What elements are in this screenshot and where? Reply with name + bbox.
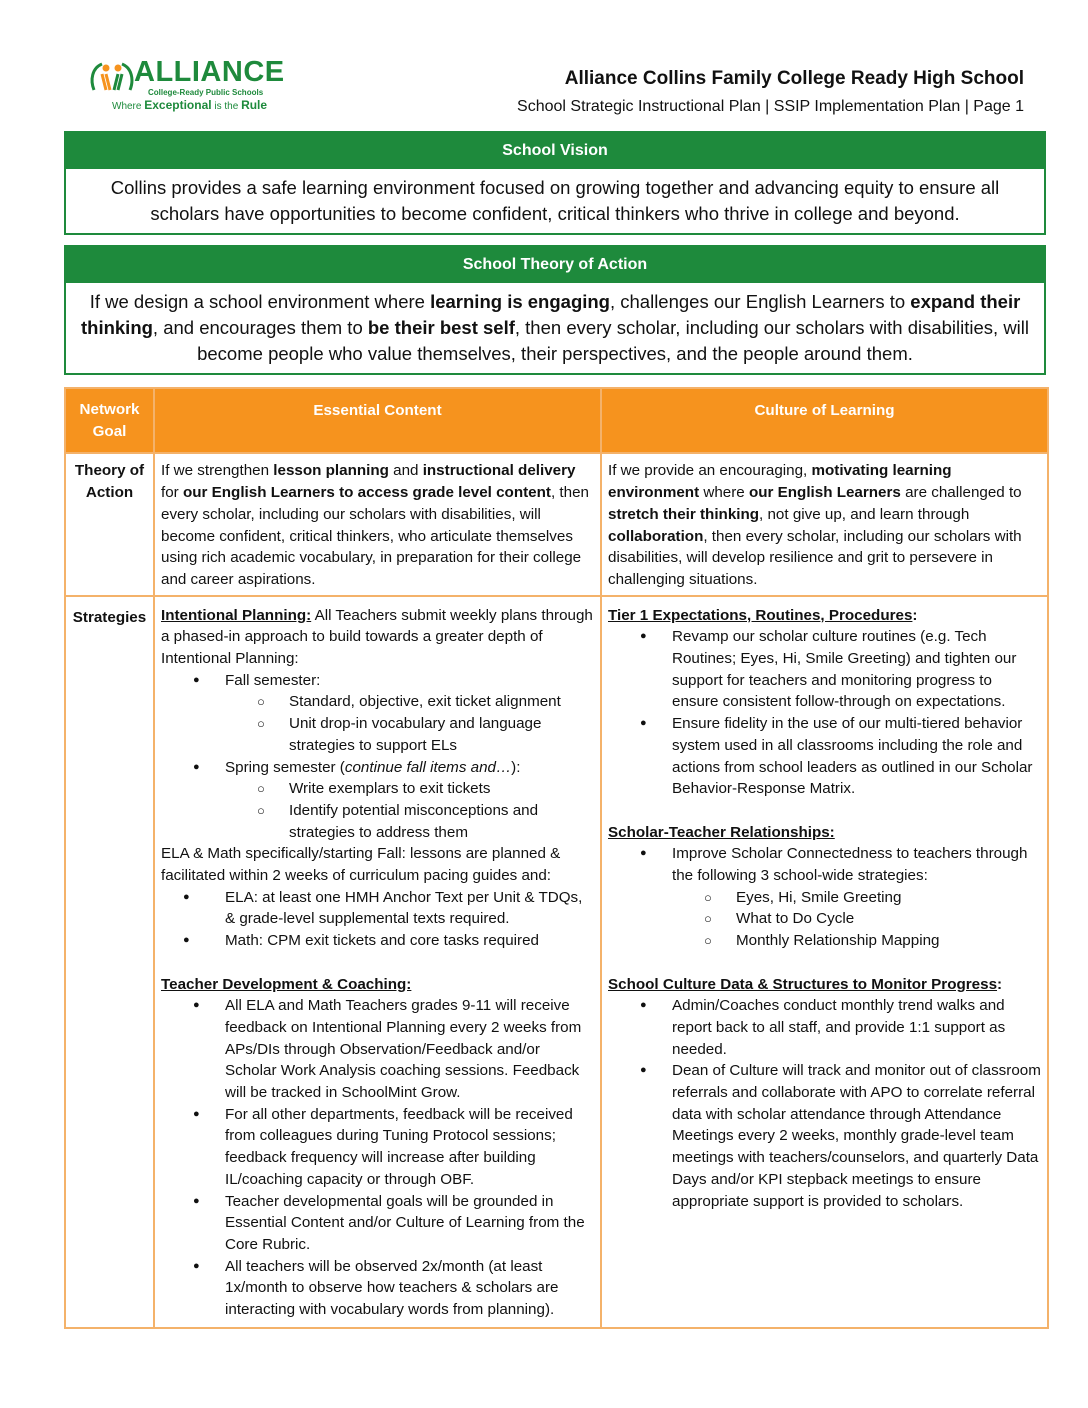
list-item: ● Improve Scholar Connectedness to teachers through the following 3 school-wide strategies: ○ Eyes, Hi, Smile Greeting ○ What to Do Cycle ○ Monthly Relationship Mapping <box>608 843 1041 952</box>
culture-data-heading-line: School Culture Data & Structures to Monitor Progress: <box>608 975 1003 993</box>
school-title: Alliance Collins Family College Ready High School <box>564 68 1024 89</box>
strategy-sub-item: ○ Eyes, Hi, Smile Greeting <box>672 887 1041 909</box>
tier1-heading-line: Tier 1 Expectations, Routines, Procedures: <box>608 606 918 624</box>
tier1-heading: Tier 1 Expectations, Routines, Procedures <box>608 606 913 624</box>
spring-sub-item: ○ Identify potential misconceptions and strategies to address them <box>225 800 594 843</box>
culture-of-learning-header: Culture of Learning <box>601 388 1048 453</box>
teacher-development-heading: Teacher Development & Coaching: <box>161 975 412 993</box>
list-item: ● Revamp our scholar culture routines (e.g. Tech Routines; Eyes, Hi, Smile Greeting) and tighten our support for teachers and monitoring progress to ensure consistent follow-through on expectations. <box>608 626 1041 713</box>
cl-strategies-cell <box>601 596 1048 1328</box>
ec-theory-cell: If we strengthen lesson planning and instructional delivery for our English Learners to access grade level content, then every scholar, including our scholars with disabilities, will become confident, critical thinkers, who articulate themselves using rich academic vocabulary, in preparation for their college and career aspirations. <box>154 453 601 595</box>
tier1-list <box>608 626 1041 800</box>
tag-rule: Rule <box>241 98 268 112</box>
cl-theory-cell: If we provide an encouraging, motivating learning environment where our English Learners are challenged to stretch their thinking, not give up, and learn through collaboration, then every scholar, including our scholars with disabilities, will develop resilience and grit to persevere in challenging situations. <box>601 453 1048 595</box>
ela-math-list <box>161 887 594 952</box>
table-header-row <box>65 388 1048 453</box>
document-subtitle: School Strategic Instructional Plan | SSIP Implementation Plan | Page 1 <box>517 98 1024 115</box>
ela-math-para: ELA & Math specifically/starting Fall: lessons are planned & facilitated within 2 weeks of curriculum pacing guides and: <box>161 845 561 885</box>
vision-heading: School Vision <box>66 133 1044 169</box>
ec-strategies-cell <box>154 596 601 1328</box>
list-item: ● ELA: at least one HMH Anchor Text per Unit & TDQs, & grade-level supplemental texts required. <box>161 887 594 930</box>
strategies-row-label: Strategies <box>65 596 154 1328</box>
alliance-logo <box>88 56 288 116</box>
fall-sub-item: ○ Unit drop-in vocabulary and language strategies to support ELs <box>225 713 594 756</box>
strategies-row <box>65 596 1048 1328</box>
list-item: ● Admin/Coaches conduct monthly trend walks and report back to all staff, and provide 1:1 support as needed. <box>608 995 1041 1060</box>
tag-mid: is the <box>214 101 239 112</box>
logo-tagline <box>112 98 267 112</box>
semester-list <box>161 670 594 844</box>
network-goal-header: Network Goal <box>65 388 154 453</box>
list-item: ● Teacher developmental goals will be grounded in Essential Content and/or Culture of Learning from the Core Rubric. <box>161 1191 594 1256</box>
list-item: ● All ELA and Math Teachers grades 9-11 will receive feedback on Intentional Planning every 2 weeks from APs/DIs through Observation/Feedback and/or Scholar Work Analysis coaching sessions. Feedback will be tracked in SchoolMint Grow. <box>161 995 594 1104</box>
logo-wordmark: ALLIANCE <box>134 56 285 88</box>
scholar-teacher-list <box>608 843 1041 952</box>
essential-content-header: Essential Content <box>154 388 601 453</box>
fall-sub-item: ○ Standard, objective, exit ticket alignment <box>225 691 594 713</box>
list-item: ● All teachers will be observed 2x/month (at least 1x/month to observe how teachers & scholars are interacting with vocabulary words from planning). <box>161 1256 594 1321</box>
tag-pre: Where <box>112 101 142 112</box>
goals-table <box>64 387 1049 1329</box>
logo-figures-icon <box>88 60 136 94</box>
school-vision-box <box>64 131 1046 235</box>
theory-row <box>65 453 1048 595</box>
intentional-planning-heading: Intentional Planning: <box>161 606 312 624</box>
scholar-teacher-heading: Scholar-Teacher Relationships: <box>608 823 835 841</box>
list-item: ● Ensure fidelity in the use of our multi-tiered behavior system used in all classrooms including the role and actions from school leaders as outlined in our Scholar Behavior-Response Matrix. <box>608 713 1041 800</box>
theory-row-label: Theory of Action <box>65 453 154 595</box>
strategy-sub-item: ○ What to Do Cycle <box>672 908 1041 930</box>
theory-text: If we design a school environment where learning is engaging, challenges our English Learners to expand their thinking, and encourages them to be their best self, then every scholar, including our scholars with disabilities, will become people who value themselves, their perspectives, and the people around them. <box>80 291 1030 364</box>
spring-sub-item: ○ Write exemplars to exit tickets <box>225 778 594 800</box>
theory-of-action-box <box>64 245 1046 375</box>
list-item: ● Math: CPM exit tickets and core tasks required <box>161 930 594 952</box>
spring-item: ● Spring semester (continue fall items and…): ○ Write exemplars to exit tickets ○ Identify potential misconceptions and strategies to address them <box>161 757 594 844</box>
teacher-development-list <box>161 995 594 1321</box>
tag-em: Exceptional <box>144 98 212 112</box>
list-item: ● For all other departments, feedback will be received from colleagues during Tuning Protocol sessions; feedback frequency will increase after building IL/coaching capacity or through OBF. <box>161 1104 594 1191</box>
fall-item: ● Fall semester: ○ Standard, objective, exit ticket alignment ○ Unit drop-in vocabulary and language strategies to support ELs <box>161 670 594 757</box>
list-item: ● Dean of Culture will track and monitor out of classroom referrals and collaborate with APO to correlate referral data with scholar attendance through Attendance Meetings every 2 weeks, monthly grade-level team meetings with teachers/counselors, and quarterly Data Days and/or KPI stepback meetings to ensure appropriate support is provided to scholars. <box>608 1060 1041 1212</box>
intentional-planning-para: Intentional Planning: All Teachers submit weekly plans through a phased-in approach to build towards a greater depth of Intentional Planning: <box>161 606 593 668</box>
strategy-sub-item: ○ Monthly Relationship Mapping <box>672 930 1041 952</box>
culture-data-list <box>608 995 1041 1212</box>
logo-subtitle: College-Ready Public Schools <box>148 88 264 97</box>
culture-data-heading: School Culture Data & Structures to Monitor Progress <box>608 975 998 993</box>
theory-heading: School Theory of Action <box>66 247 1044 283</box>
vision-text: Collins provides a safe learning environment focused on growing together and advancing equity to ensure all scholars have opportunities to become confident, critical thinkers who thrive in college and beyond. <box>110 177 1000 224</box>
